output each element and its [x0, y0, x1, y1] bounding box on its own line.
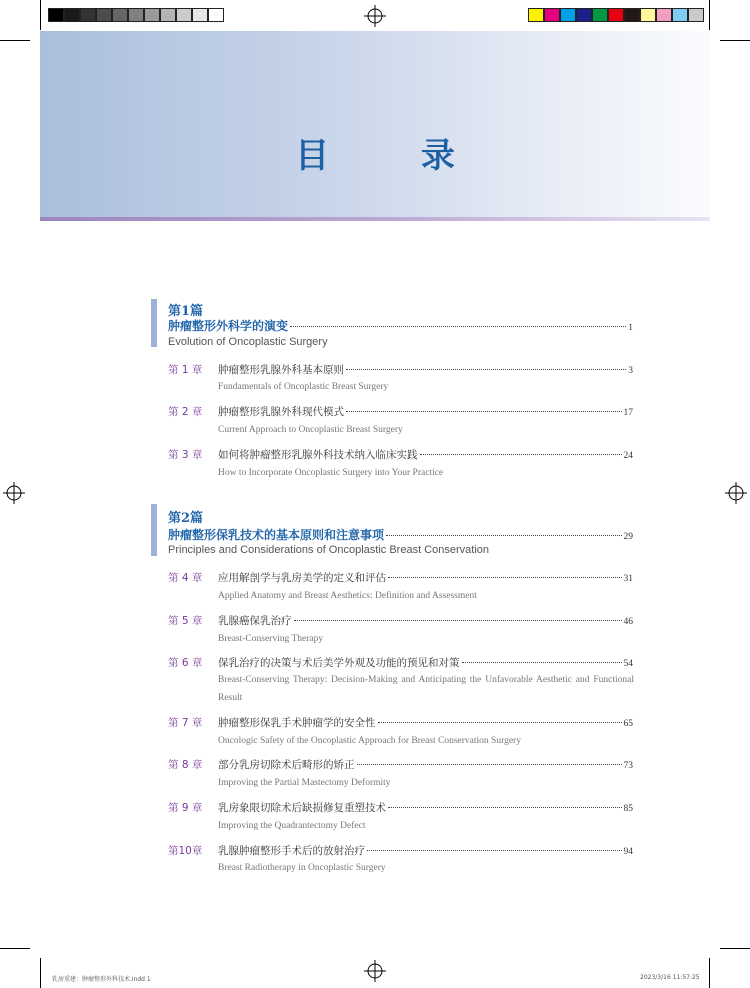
- slug-filename: 乳房重建：肿瘤整形外科技术.indd 1: [52, 976, 151, 983]
- part-title-en: Evolution of Oncoplastic Surgery: [168, 336, 328, 348]
- leader-dots: [386, 535, 621, 536]
- chapter-title-cn: 应用解剖学与乳房美学的定义和评估: [218, 572, 386, 584]
- chapter-title-en: How to Incorporate Oncoplastic Surgery into Your Practice: [218, 468, 444, 478]
- slug-timestamp: 2023/3/16 11:57:25: [640, 974, 700, 981]
- process-color-bar: [528, 8, 704, 22]
- toc-part-link[interactable]: [168, 526, 633, 543]
- chapter-number: 第 5 章: [168, 615, 203, 627]
- chapter-title-cn: 保乳治疗的决策与术后美学外观及功能的预见和对策: [218, 657, 460, 669]
- registration-mark-icon: [364, 960, 386, 982]
- color-swatch: [528, 8, 544, 22]
- leader-dots: [294, 620, 622, 621]
- chapter-number: 第 6 章: [168, 657, 203, 669]
- color-swatch: [160, 8, 176, 22]
- leader-dots: [378, 722, 622, 723]
- color-swatch: [544, 8, 560, 22]
- page-title: 目 录: [295, 136, 495, 176]
- color-swatch: [640, 8, 656, 22]
- chapter-title-row: [218, 362, 633, 377]
- chapter-title-en: Breast Radiotherapy in Oncoplastic Surgery: [218, 863, 386, 873]
- chapter-title-cn: 如何将肿瘤整形乳腺外科技术纳入临床实践: [218, 449, 418, 461]
- grayscale-color-bar: [48, 8, 224, 22]
- chapter-title-cn: 肿瘤整形乳腺外科现代模式: [218, 406, 344, 418]
- leader-dots: [388, 807, 622, 808]
- color-swatch: [64, 8, 80, 22]
- part-title-en: Principles and Considerations of Oncoplastic Breast Conservation: [168, 544, 489, 556]
- chapter-number: 第 2 章: [168, 406, 203, 418]
- color-swatch: [672, 8, 688, 22]
- chapter-title-cn: 乳房象限切除术后缺损修复重塑技术: [218, 802, 386, 814]
- page-number: 85: [623, 804, 633, 814]
- color-swatch: [592, 8, 608, 22]
- leader-dots: [346, 411, 622, 412]
- color-swatch: [176, 8, 192, 22]
- color-swatch: [128, 8, 144, 22]
- chapter-title-en: Oncologic Safety of the Oncoplastic Approach for Breast Conservation Surgery: [218, 736, 521, 746]
- registration-mark-icon: [364, 5, 386, 27]
- color-swatch: [608, 8, 624, 22]
- chapter-title-cn: 部分乳房切除术后畸形的矫正: [218, 759, 355, 771]
- color-swatch: [576, 8, 592, 22]
- color-swatch: [80, 8, 96, 22]
- chapter-title-en: Breast-Conserving Therapy: [218, 634, 324, 644]
- color-swatch: [48, 8, 64, 22]
- color-swatch: [96, 8, 112, 22]
- leader-dots: [462, 662, 622, 663]
- page-number: 24: [623, 451, 633, 461]
- chapter-number: 第 1 章: [168, 364, 203, 376]
- leader-dots: [290, 326, 626, 327]
- page-number: 1: [628, 323, 633, 333]
- color-swatch: [560, 8, 576, 22]
- page-number: 31: [623, 574, 633, 584]
- chapter-title-row: [218, 447, 633, 462]
- chapter-title-en: Current Approach to Oncoplastic Breast Surgery: [218, 425, 403, 435]
- leader-dots: [357, 764, 622, 765]
- page-number: 94: [623, 847, 633, 857]
- chapter-title-cn: 肿瘤整形乳腺外科基本原则: [218, 364, 344, 376]
- part-title-cn: 肿瘤整形保乳技术的基本原则和注意事项: [168, 528, 385, 542]
- color-swatch: [144, 8, 160, 22]
- chapter-number: 第 3 章: [168, 449, 203, 461]
- chapter-title-en: Improving the Partial Mastectomy Deformity: [218, 778, 391, 788]
- leader-dots: [388, 577, 622, 578]
- leader-dots: [420, 454, 622, 455]
- part-label: 第1篇: [168, 304, 204, 319]
- chapter-title-row: [218, 570, 633, 585]
- toc-part-link[interactable]: [168, 317, 633, 334]
- part-title-cn: 肿瘤整形外科学的演变: [168, 319, 289, 333]
- page-number: 65: [623, 719, 633, 729]
- chapter-number: 第 9 章: [168, 802, 203, 814]
- part-accent-bar: [151, 299, 157, 347]
- part-label: 第2篇: [168, 511, 204, 526]
- color-swatch: [208, 8, 224, 22]
- leader-dots: [367, 850, 622, 851]
- header-banner-underline: [40, 217, 710, 221]
- chapter-number: 第 4 章: [168, 572, 203, 584]
- registration-mark-icon: [725, 482, 747, 504]
- chapter-number: 第 8 章: [168, 759, 203, 771]
- chapter-title-en: Breast-Conserving Therapy: Decision-Making and Anticipating the Unfavorable Aesthetic and Functional Result: [218, 675, 634, 703]
- page-number: 73: [623, 761, 633, 771]
- page-number: 17: [623, 408, 633, 418]
- chapter-title-cn: 乳腺肿瘤整形手术后的放射治疗: [218, 845, 365, 857]
- chapter-title-row: [218, 800, 633, 815]
- page-number: 46: [623, 617, 633, 627]
- header-banner: [40, 31, 710, 221]
- color-swatch: [656, 8, 672, 22]
- chapter-title-row: [218, 757, 633, 772]
- page-number: 54: [623, 659, 633, 669]
- color-swatch: [112, 8, 128, 22]
- page-number: 3: [628, 366, 633, 376]
- color-swatch: [624, 8, 640, 22]
- page-number: 29: [623, 532, 633, 542]
- chapter-title-row: [218, 843, 633, 858]
- chapter-number: 第 7 章: [168, 717, 203, 729]
- chapter-title-row: [218, 655, 633, 670]
- color-swatch: [688, 8, 704, 22]
- registration-mark-icon: [3, 482, 25, 504]
- part-accent-bar: [151, 504, 157, 556]
- chapter-title-cn: 乳腺癌保乳治疗: [218, 615, 292, 627]
- chapter-title-cn: 肿瘤整形保乳手术肿瘤学的安全性: [218, 717, 376, 729]
- chapter-title-en: Improving the Quadrantectomy Defect: [218, 821, 366, 831]
- leader-dots: [346, 369, 626, 370]
- chapter-title-en: Applied Anatomy and Breast Aesthetics: Definition and Assessment: [218, 591, 477, 601]
- chapter-title-row: [218, 404, 633, 419]
- chapter-title-row: [218, 613, 633, 628]
- chapter-title-en: Fundamentals of Oncoplastic Breast Surgery: [218, 382, 389, 392]
- chapter-number: 第10章: [168, 845, 203, 857]
- chapter-title-row: [218, 715, 633, 730]
- color-swatch: [192, 8, 208, 22]
